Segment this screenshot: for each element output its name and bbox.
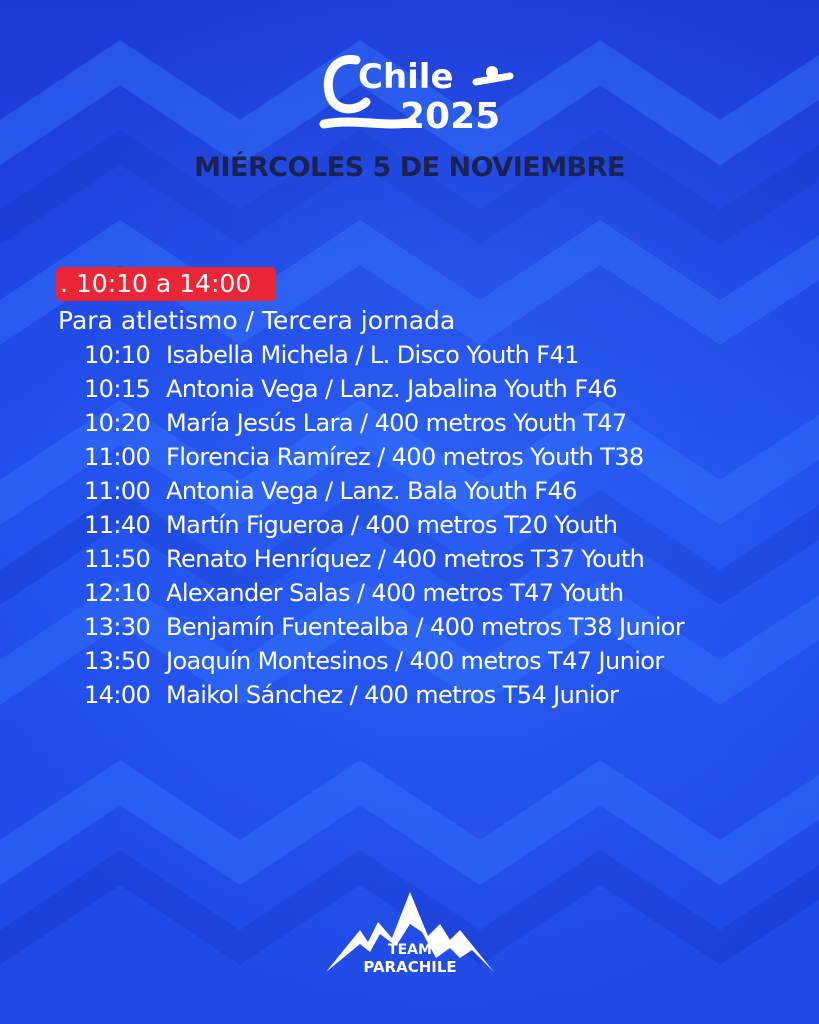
event-item [84, 678, 684, 712]
event-item [84, 610, 684, 644]
event-description: Antonia Vega / Lanz. Bala Youth F46 [166, 477, 577, 505]
section-title: Para atletismo / Tercera jornada [58, 306, 456, 335]
team-text-line1: TEAM [388, 942, 432, 958]
event-description: Renato Henríquez / 400 metros T37 Youth [166, 545, 645, 573]
time-range-badge: . 10:10 a 14:00 [56, 267, 276, 301]
event-item [84, 338, 684, 372]
event-item [84, 372, 684, 406]
event-description: Florencia Ramírez / 400 metros Youth T38 [166, 443, 644, 471]
event-description: Alexander Salas / 400 metros T47 Youth [166, 579, 624, 607]
event-item [84, 440, 684, 474]
event-description: Isabella Michela / L. Disco Youth F41 [166, 341, 579, 369]
team-text-line2: PARACHILE [363, 958, 457, 976]
event-time: 13:30 [84, 613, 151, 641]
event-time: 11:00 [84, 443, 151, 471]
event-time: 10:15 [84, 375, 151, 403]
event-item [84, 644, 684, 678]
event-item [84, 576, 684, 610]
event-description: Joaquín Montesinos / 400 metros T47 Junior [166, 647, 664, 675]
event-item [84, 406, 684, 440]
event-time: 11:50 [84, 545, 151, 573]
event-time: 11:00 [84, 477, 151, 505]
event-item [84, 474, 684, 508]
event-description: Martín Figueroa / 400 metros T20 Youth [166, 511, 618, 539]
event-item [84, 542, 684, 576]
event-time: 13:50 [84, 647, 151, 675]
chile-2025-logo [316, 48, 516, 134]
logo-text-year: 2025 [400, 96, 501, 134]
event-description: María Jesús Lara / 400 metros Youth T47 [166, 409, 627, 437]
event-list [84, 338, 684, 712]
event-time: 10:20 [84, 409, 151, 437]
event-description: Antonia Vega / Lanz. Jabalina Youth F46 [166, 375, 617, 403]
event-description: Maikol Sánchez / 400 metros T54 Junior [166, 681, 619, 709]
date-title: MIÉRCOLES 5 DE NOVIEMBRE [194, 152, 625, 183]
team-parachile-logo [322, 888, 498, 984]
event-item [84, 508, 684, 542]
event-description: Benjamín Fuentealba / 400 metros T38 Junior [166, 613, 685, 641]
event-time: 12:10 [84, 579, 151, 607]
event-time: 14:00 [84, 681, 151, 709]
event-time: 11:40 [84, 511, 151, 539]
logo-text-chile: Chile [358, 57, 454, 97]
event-time: 10:10 [84, 341, 151, 369]
